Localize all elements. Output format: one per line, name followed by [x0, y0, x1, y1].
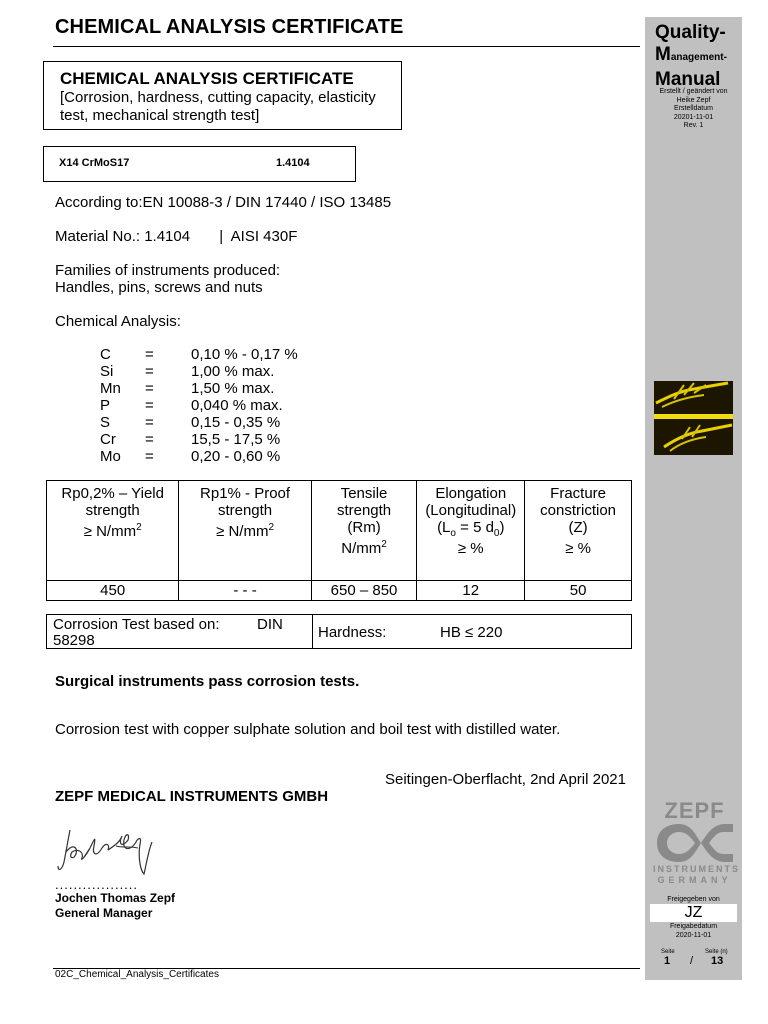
- chem-value: 0,040 % max.: [191, 397, 283, 414]
- value-fracture-constriction: 50: [525, 581, 632, 601]
- material-box: [43, 146, 356, 182]
- pages-label: Seite (n): [705, 949, 728, 955]
- chem-row: [100, 414, 298, 431]
- chem-value: 1,50 % max.: [191, 380, 275, 397]
- value-yield-strength: 450: [47, 581, 179, 601]
- page-number: 1: [664, 955, 671, 967]
- chem-element: P: [100, 397, 111, 414]
- footer-document-id: 02C_Chemical_Analysis_Certificates: [55, 969, 219, 980]
- x-ray-hand-photo: [654, 381, 733, 455]
- chem-element: S: [100, 414, 111, 431]
- header-fracture-constriction: Fracture constriction (Z) ≥ %: [525, 481, 632, 581]
- hardness-label: Hardness:: [318, 624, 387, 641]
- chem-row: [100, 431, 298, 448]
- logo-mark: [653, 822, 736, 864]
- chem-value: 1,00 % max.: [191, 363, 275, 380]
- header-tensile-strength: Tensile strength (Rm) $N/mm^2$: [311, 481, 417, 581]
- chem-value: 0,10 % - 0,17 %: [191, 346, 298, 363]
- page-count: 13: [711, 955, 724, 967]
- material-number: 1.4104: [276, 157, 310, 169]
- chem-row: [100, 346, 298, 363]
- released-by-value: JZ: [650, 904, 737, 922]
- logo-line2: GERMANY: [657, 875, 732, 885]
- table-header-row: [47, 481, 632, 581]
- company-name: ZEPF MEDICAL INSTRUMENTS GMBH: [55, 788, 329, 805]
- chem-element: Mn: [100, 380, 121, 397]
- material-grade: X14 CrMoS17: [59, 157, 130, 169]
- value-proof-strength: - - -: [179, 581, 311, 601]
- chem-equals: =: [145, 414, 154, 431]
- chem-element: Cr: [100, 431, 116, 448]
- qm-revision-info: Erstellt / geändert von Heike Zepf Erstelldatum 20201-11-01 Rev. 1: [659, 88, 728, 129]
- qm-title: Quality- Management- Manual: [655, 22, 727, 90]
- page-label: Seite: [661, 949, 675, 955]
- certificate-box: [43, 61, 402, 130]
- zepf-instruments-logo: [653, 798, 740, 886]
- release-date-label: Freigabedatum: [669, 923, 718, 930]
- certificate-box-subtitle: [Corrosion, hardness, cutting capacity, elasticity test, mechanical strength test]: [60, 89, 376, 124]
- families-value: Handles, pins, screws and nuts: [55, 279, 263, 296]
- chem-value: 0,20 - 0,60 %: [191, 448, 281, 465]
- signatory-name: Jochen Thomas Zepf: [55, 891, 176, 905]
- header-rule: [53, 46, 640, 47]
- header-proof-strength: Rp1% - Proof strength ≥ $N/mm^2$: [179, 481, 311, 581]
- chem-element: C: [100, 346, 111, 363]
- signatory: [55, 891, 175, 921]
- certificate-box-title: CHEMICAL ANALYSIS CERTIFICATE: [60, 69, 354, 88]
- corrosion-standard: DIN: [257, 616, 283, 633]
- corrosion-note: Corrosion test with copper sulphate solution and boil test with distilled water.: [55, 721, 561, 738]
- according-to: According to:EN 10088-3 / DIN 17440 / ISO 13485: [55, 194, 392, 211]
- qm-sidebar: [645, 17, 742, 980]
- hardness-value: HB ≤ 220: [440, 624, 503, 641]
- corrosion-cell: [47, 615, 313, 648]
- logo-brand: ZEPF: [664, 798, 725, 823]
- chem-equals: =: [145, 431, 154, 448]
- chemical-analysis-label: Chemical Analysis:: [55, 313, 181, 330]
- chem-value: 15,5 - 17,5 %: [191, 431, 281, 448]
- chem-element: Mo: [100, 448, 121, 465]
- page-separator: /: [690, 955, 694, 967]
- chem-element: Si: [100, 363, 114, 380]
- signature-line: ..................: [55, 877, 139, 892]
- header-elongation: Elongation (Longitudinal) ($L_o = 5$ $d_0$) ≥ %: [417, 481, 525, 581]
- place-date: Seitingen-Oberflacht, 2nd April 2021: [385, 771, 626, 788]
- document-title: CHEMICAL ANALYSIS CERTIFICATE: [55, 16, 404, 38]
- signature-image: [56, 826, 166, 878]
- corrosion-hardness-box: [46, 614, 632, 649]
- chem-row: [100, 397, 298, 414]
- chem-equals: =: [145, 363, 154, 380]
- chem-equals: =: [145, 448, 154, 465]
- material-no: Material No.: 1.4104 | AISI 430F: [55, 228, 298, 245]
- corrosion-standard-number: 58298: [53, 632, 95, 649]
- released-by-label: Freigegeben von: [667, 896, 720, 903]
- mechanical-properties-table: [46, 480, 632, 601]
- chem-equals: =: [145, 380, 154, 397]
- release-date-value: 2020-11-01: [675, 932, 712, 939]
- corrosion-statement: Surgical instruments pass corrosion tests.: [55, 673, 360, 690]
- logo-line1: INSTRUMENTS: [653, 864, 740, 874]
- value-elongation: 12: [417, 581, 525, 601]
- value-tensile-strength: 650 – 850: [311, 581, 417, 601]
- chem-value: 0,15 - 0,35 %: [191, 414, 281, 431]
- chem-row: [100, 380, 298, 397]
- chem-row: [100, 363, 298, 380]
- table-values-row: [47, 581, 632, 601]
- signatory-role: General Manager: [55, 906, 153, 920]
- chemical-analysis-list: [100, 346, 298, 465]
- families-label: Families of instruments produced:: [55, 262, 281, 279]
- chem-equals: =: [145, 397, 154, 414]
- chem-equals: =: [145, 346, 154, 363]
- corrosion-label: Corrosion Test based on:: [53, 616, 220, 633]
- chem-row: [100, 448, 298, 465]
- header-yield-strength: Rp0,2% – Yield strength ≥ $N/mm^2$: [47, 481, 179, 581]
